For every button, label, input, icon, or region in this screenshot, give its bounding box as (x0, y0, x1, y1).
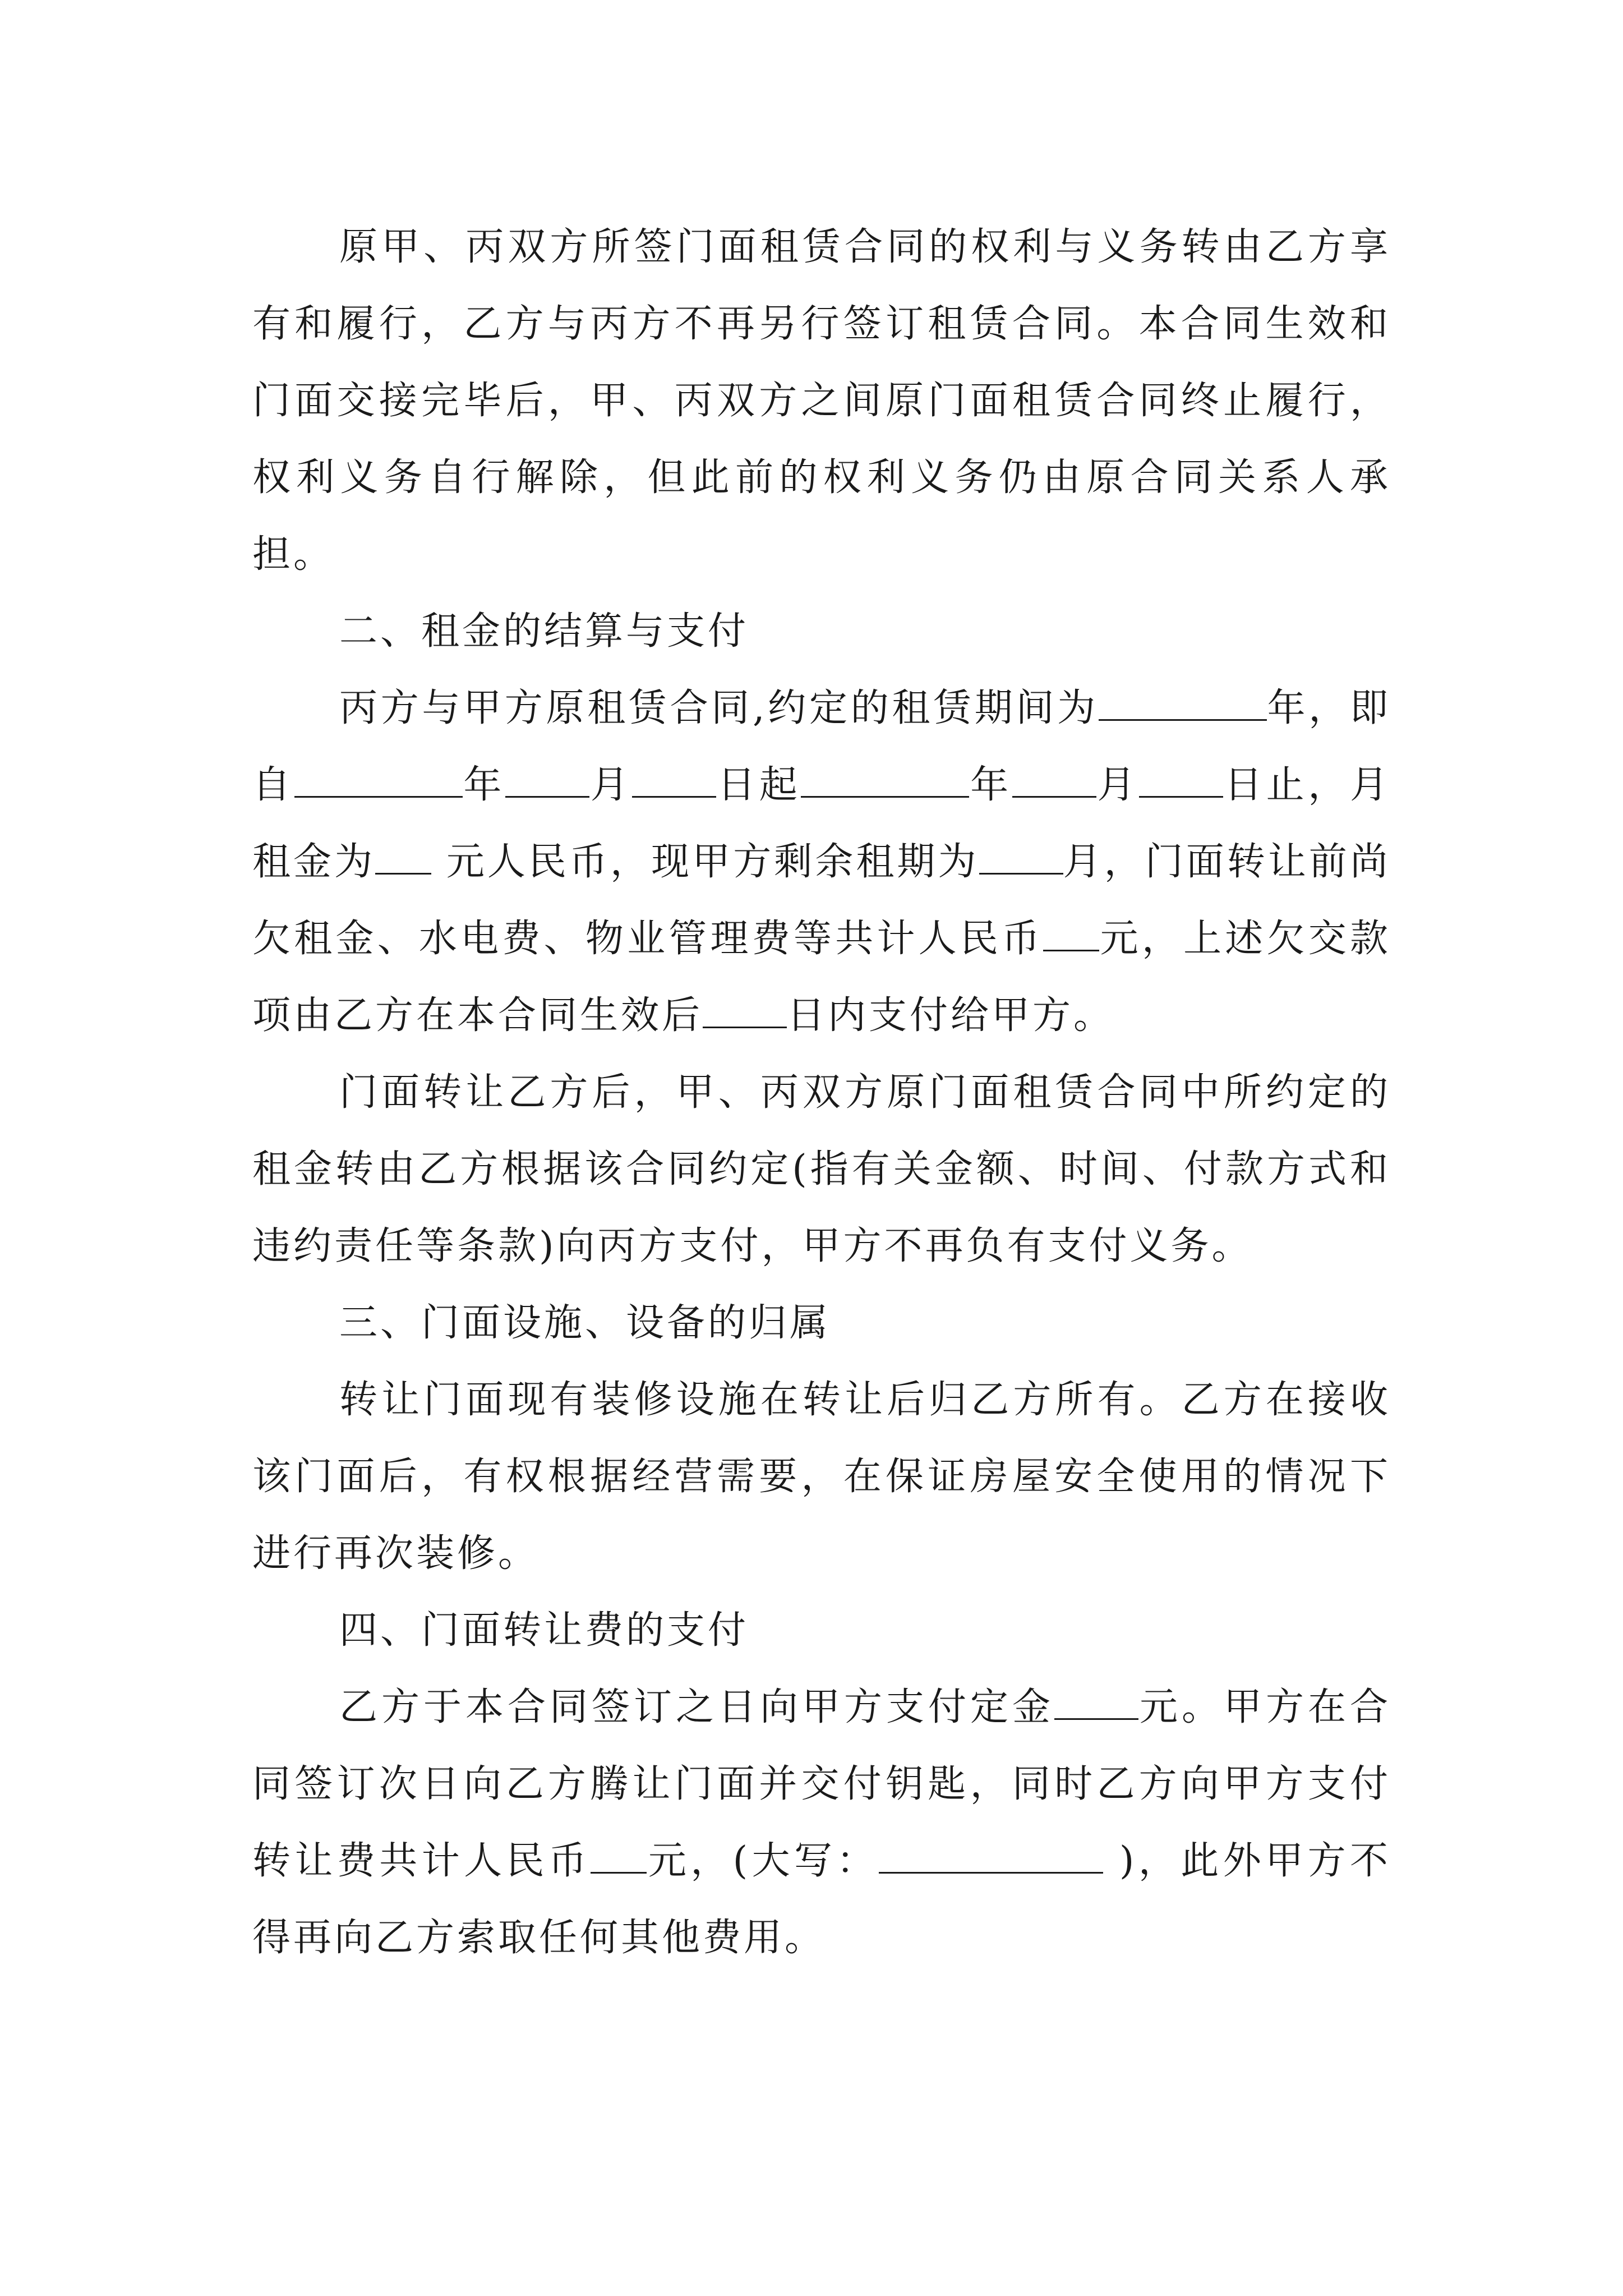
rent-text-6: 年 (969, 763, 1012, 807)
blank-deposit-amount (1054, 1685, 1138, 1720)
document-body (252, 209, 1391, 1976)
rent-text-2: 年，即自 (252, 686, 1391, 807)
blank-end-day (1139, 762, 1223, 798)
paragraph-facilities: 转让门面现有装修设施在转让后归乙方所有。乙方在接收该门面后，有权根据经营需要，在保证房屋安全使用的情况下进行再次装修。 (252, 1378, 1391, 1576)
blank-monthly-rent (375, 839, 431, 875)
rent-text-9: 元人民币，现甲方剩余租期为 (431, 840, 979, 884)
fee-text-4: )，此外甲方不得再向乙方索取任何其他费用。 (252, 1839, 1391, 1960)
fee-text-2: 元。甲方在合同签订次日向乙方腾让门面并交付钥匙，同时乙方向甲方支付转让费共计人民币 (252, 1685, 1391, 1883)
blank-remaining-months (979, 839, 1063, 875)
rent-text-3: 年 (462, 763, 506, 807)
blank-payment-days (703, 993, 787, 1028)
blank-start-month (505, 762, 589, 798)
blank-start-year (294, 762, 463, 798)
paragraph-rent-terms (252, 670, 1391, 1054)
section-heading-rent: 二、租金的结算与支付 (339, 609, 749, 654)
blank-lease-years (1099, 685, 1267, 721)
section-heading-transfer-fee: 四、门面转让费的支付 (339, 1608, 749, 1653)
fee-text-3: 元，(大写： (647, 1839, 879, 1883)
blank-end-month (1012, 762, 1096, 798)
rent-text-5: 日起 (716, 763, 801, 807)
paragraph-transfer-fee (252, 1669, 1391, 1976)
rent-text-11: 元，上述欠交款项由乙方在本合同生效后 (252, 917, 1391, 1038)
paragraph-rights-transfer: 原甲、丙双方所签门面租赁合同的权利与义务转由乙方享有和履行，乙方与丙方不再另行签订租赁合同。本合同生效和门面交接完毕后，甲、丙双方之间原门面租赁合同终止履行，权利义务自行解除，但此前的权利义务仍由原合同关系人承担。 (252, 225, 1391, 577)
blank-amount-in-words (879, 1838, 1103, 1874)
fee-text-1: 乙方于本合同签订之日向甲方支付定金 (339, 1685, 1054, 1729)
section-heading-facilities: 三、门面设施、设备的归属 (339, 1301, 831, 1345)
rent-text-1: 丙方与甲方原租赁合同,约定的租赁期间为 (339, 686, 1099, 730)
blank-arrears-amount (1043, 916, 1099, 951)
rent-text-7: 月 (1096, 763, 1140, 807)
paragraph-rent-payment-transfer: 门面转让乙方后，甲、丙双方原门面租赁合同中所约定的租金转由乙方根据该合同约定(指有关金额、时间、付款方式和违约责任等条款)向丙方支付，甲方不再负有支付义务。 (252, 1070, 1391, 1268)
rent-text-12: 日内支付给甲方。 (787, 993, 1115, 1038)
rent-text-10: 月，门面转让前尚欠租金、水电费、物业管理费等共计人民币 (252, 840, 1391, 961)
blank-transfer-fee-amount (591, 1838, 647, 1874)
rent-text-4: 月 (589, 763, 633, 807)
blank-end-year (801, 762, 969, 798)
rent-text-8: 日止，月租金为 (252, 763, 1391, 884)
blank-start-day (632, 762, 716, 798)
